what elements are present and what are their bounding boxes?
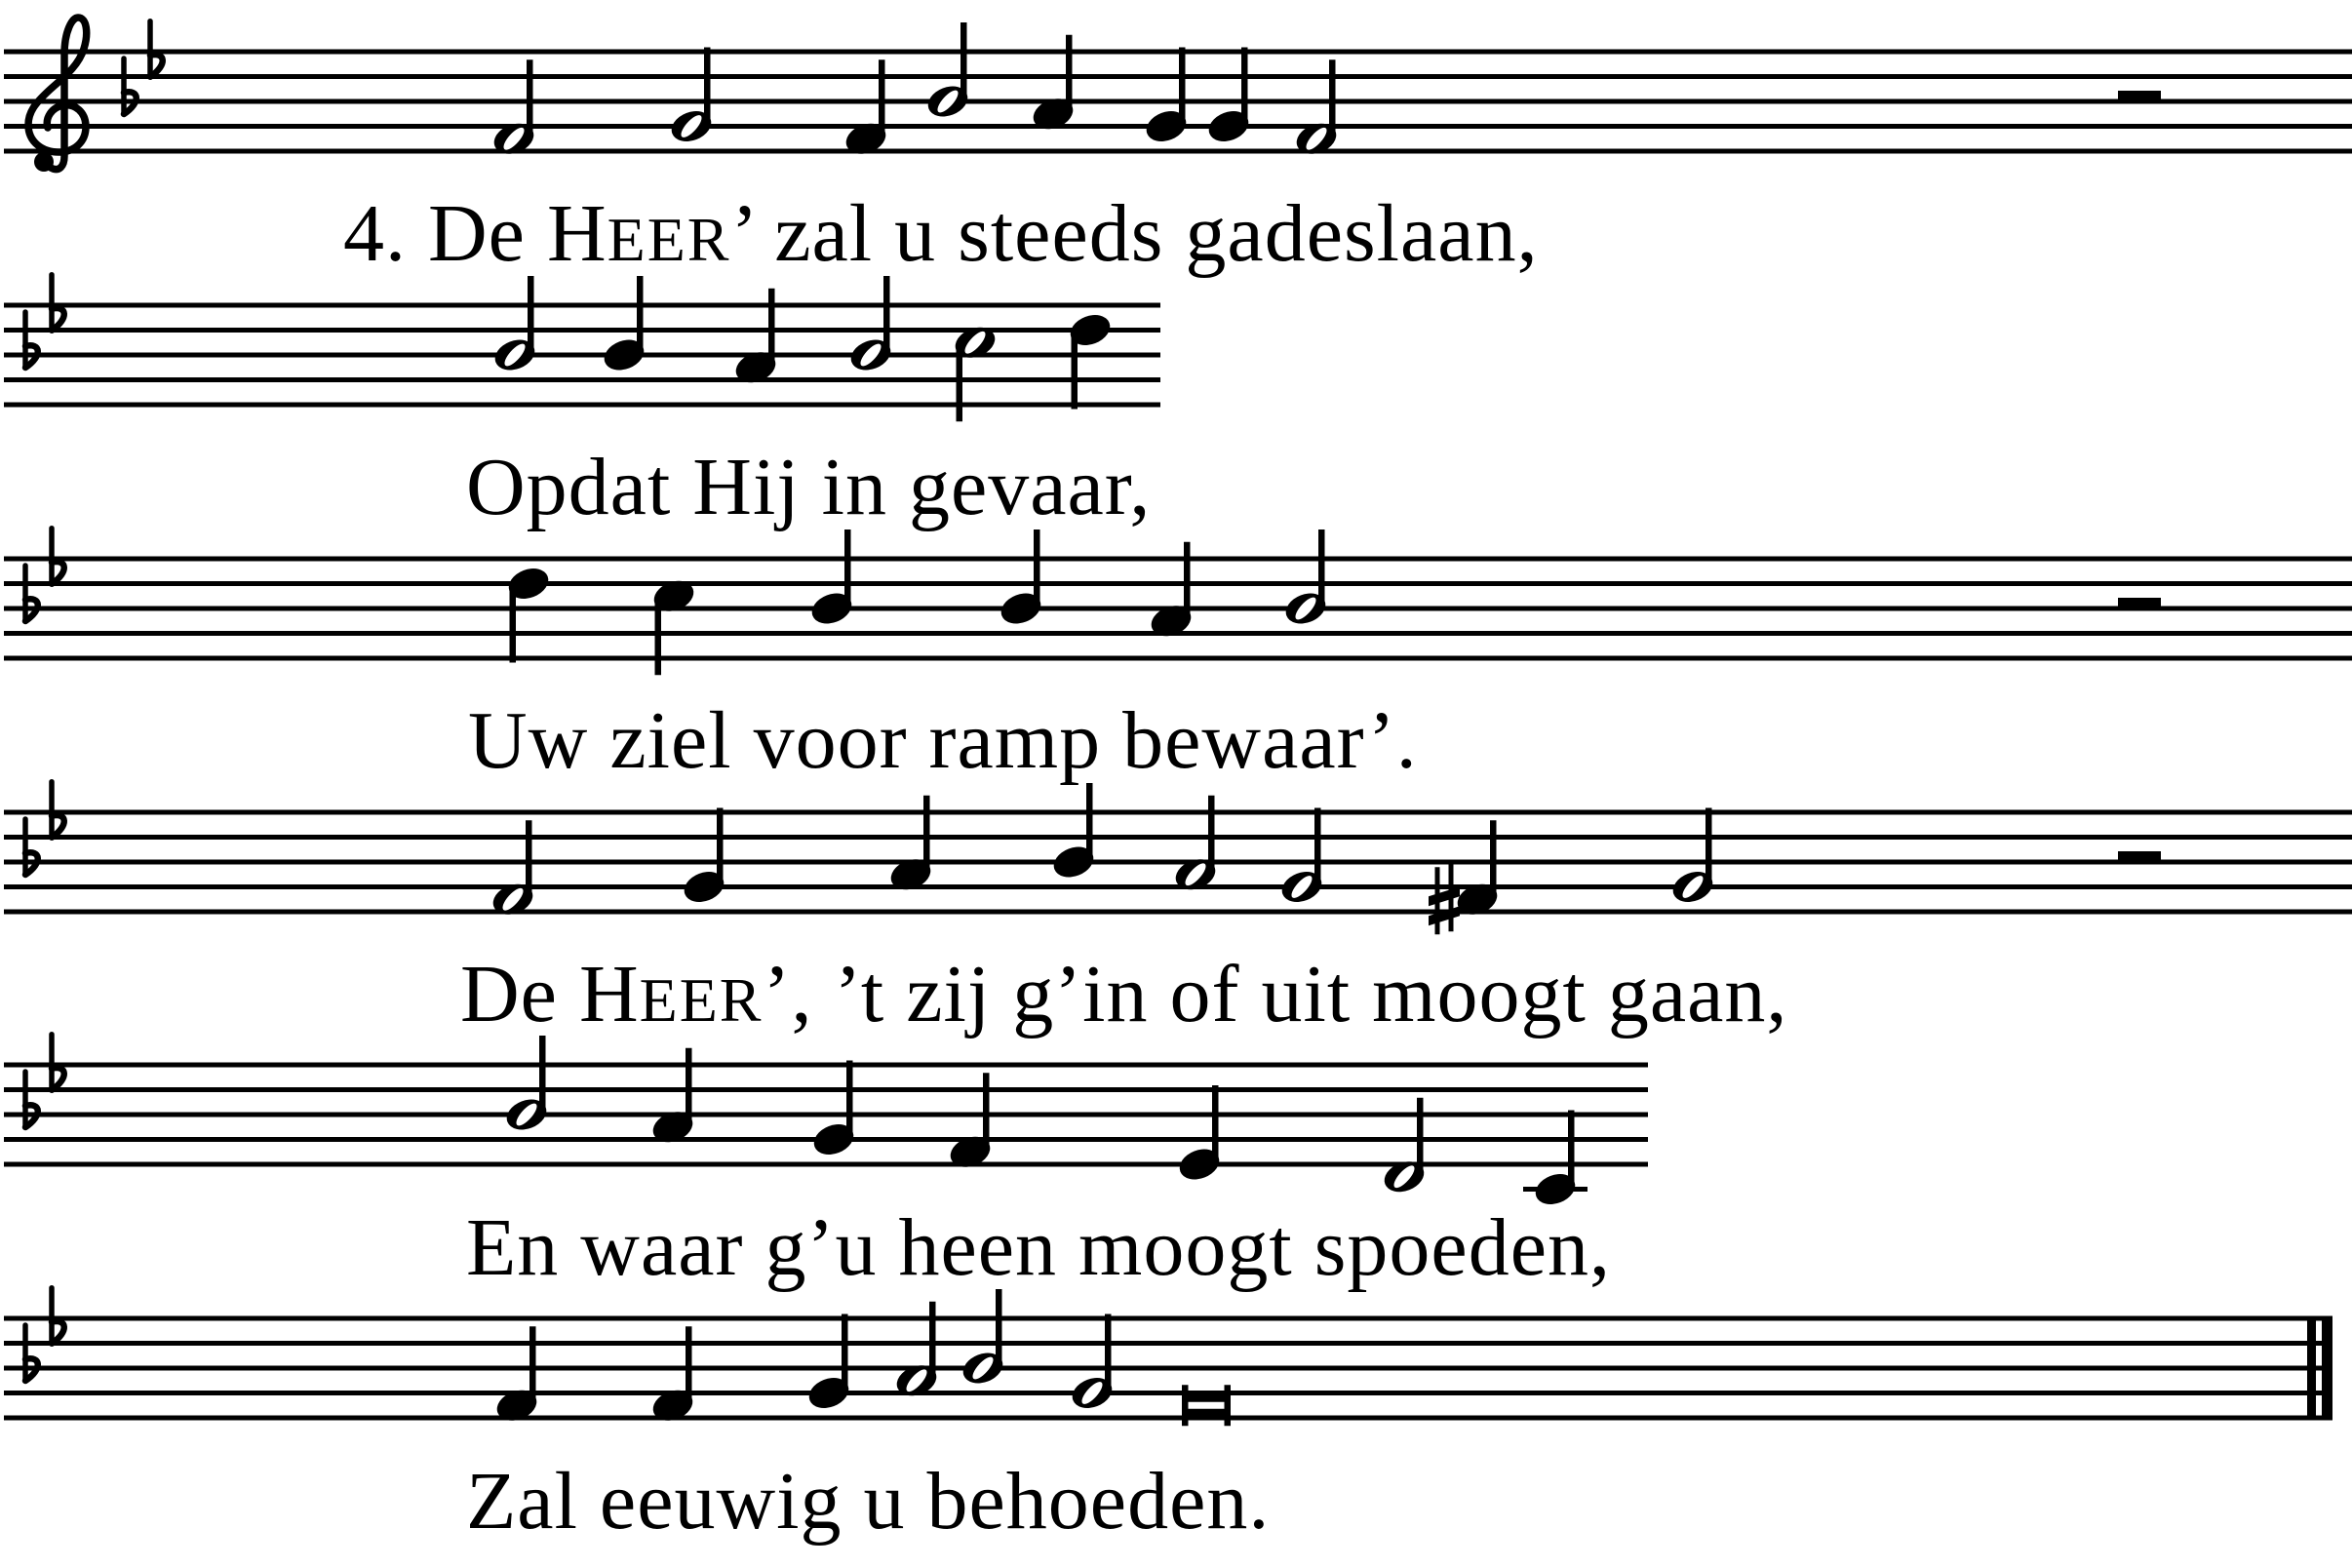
lyric-smallcaps: EER <box>639 965 764 1035</box>
breve-note <box>1188 1409 1225 1418</box>
staff-line <box>4 403 1160 408</box>
note-stem <box>526 820 532 899</box>
treble-clef-icon <box>28 18 87 170</box>
staff-line <box>4 50 2352 55</box>
note-stem <box>1568 1111 1575 1190</box>
note-stem <box>1318 529 1325 608</box>
note-stem <box>655 596 662 675</box>
staff-line <box>4 910 2352 915</box>
lyric-text: Zal eeuwig u behoeden. <box>466 1456 1271 1547</box>
staff-line <box>4 1063 1648 1068</box>
staff-line <box>4 303 1160 308</box>
lyric-line-4 <box>460 949 1788 1039</box>
lyric-smallcaps: EER <box>607 205 731 274</box>
breve-note <box>1182 1385 1189 1426</box>
note-stem <box>1208 796 1215 875</box>
staff-line <box>4 1366 2332 1371</box>
staff-line <box>4 1113 1648 1117</box>
note-stem <box>717 808 724 887</box>
note-stem <box>1212 1085 1219 1164</box>
note-stem <box>510 584 517 663</box>
lyric-line-3 <box>468 695 1418 786</box>
note-stem <box>996 1289 1002 1368</box>
note-stem <box>1179 48 1186 127</box>
staff-line <box>4 1341 2332 1346</box>
note-stem <box>686 1326 692 1405</box>
note-stem <box>1072 331 1078 410</box>
note-stem <box>539 1036 546 1115</box>
lyric-text: Opdat Hij in gevaar, <box>466 442 1152 532</box>
staff-line <box>4 656 2352 661</box>
note-stem <box>842 1314 848 1393</box>
note-stem <box>957 342 963 421</box>
staff-line <box>4 377 1160 382</box>
lyric-text: ’ zal u steeds gadeslaan, <box>730 188 1539 279</box>
note-stem <box>983 1073 990 1152</box>
staff-line <box>4 1391 2332 1395</box>
note-stem <box>637 276 644 355</box>
staff-line <box>4 581 2352 586</box>
note-stem <box>923 796 930 875</box>
note-stem <box>686 1048 692 1127</box>
note-stem <box>1184 542 1191 621</box>
lyric-text: En waar g’u heen moogt spoeden, <box>466 1202 1611 1293</box>
note-stem <box>879 59 885 138</box>
staff-line <box>4 1316 2332 1321</box>
note-stem <box>768 289 775 368</box>
note-stem <box>1417 1098 1424 1177</box>
note-stem <box>1314 808 1321 887</box>
note-stem <box>846 1061 853 1140</box>
note-stem <box>960 22 967 101</box>
staff-line <box>4 884 2352 889</box>
sharp-icon <box>1429 906 1460 925</box>
staff-line <box>4 810 2352 815</box>
note-stem <box>1705 808 1712 887</box>
note-stem <box>527 59 533 138</box>
lyric-text: ’, ’t zij g’in of uit moogt gaan, <box>763 949 1788 1039</box>
whole-rest <box>2118 851 2161 864</box>
note-stem <box>528 276 534 355</box>
final-barline <box>2307 1316 2316 1421</box>
note-stem <box>1105 1314 1112 1393</box>
whole-rest <box>2118 91 2161 103</box>
sharp-icon <box>1429 886 1460 906</box>
note-stem <box>1086 783 1093 862</box>
staff-line <box>4 353 1160 358</box>
note-stem <box>1241 48 1248 127</box>
staff-line <box>4 860 2352 865</box>
note-stem <box>929 1302 936 1381</box>
lyric-line-2 <box>466 442 1152 532</box>
staff-line <box>4 1416 2332 1421</box>
lyric-text: 4. De H <box>343 188 608 279</box>
lyric-line-1 <box>343 188 1539 279</box>
note-stem <box>529 1326 536 1405</box>
note-stem <box>844 529 851 608</box>
staff-line <box>4 74 2352 79</box>
note-stem <box>1066 35 1073 114</box>
staff-line <box>4 99 2352 104</box>
note-stem <box>883 276 890 355</box>
staff-line <box>4 835 2352 840</box>
lyric-text: Uw ziel voor ramp bewaar’. <box>468 695 1418 786</box>
note-stem <box>1490 820 1497 899</box>
note-stem <box>704 48 711 127</box>
whole-rest <box>2118 598 2161 610</box>
breve-note <box>1188 1393 1225 1402</box>
lyric-text: De H <box>460 949 640 1039</box>
staff-line <box>4 1087 1648 1092</box>
lyric-line-6 <box>466 1456 1271 1547</box>
staff-line <box>4 149 2352 154</box>
breve-note <box>1225 1385 1232 1426</box>
staff-line <box>4 557 2352 562</box>
final-barline <box>2322 1316 2332 1421</box>
note-stem <box>1329 59 1336 138</box>
lyric-line-5 <box>466 1202 1611 1293</box>
note-stem <box>1034 529 1040 608</box>
